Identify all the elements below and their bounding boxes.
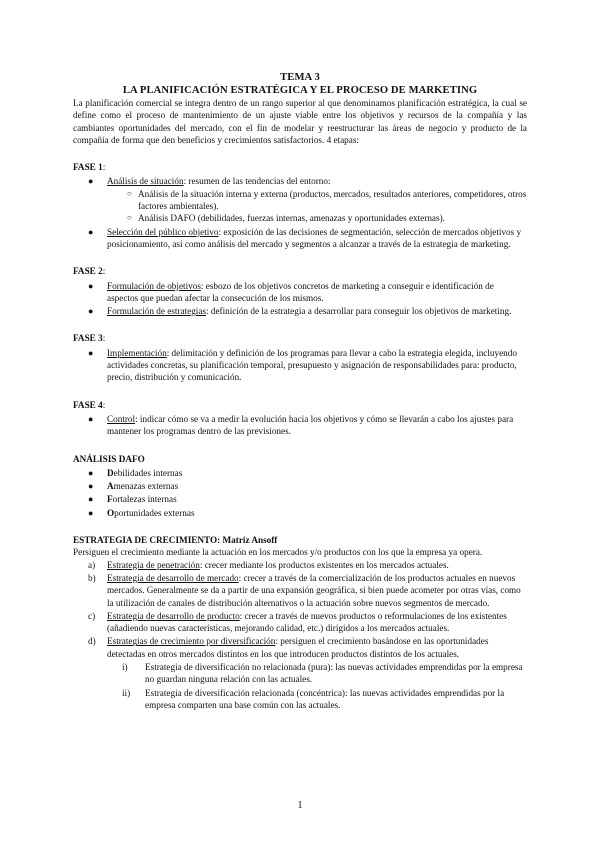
- dafo-rest: menazas externas: [113, 481, 179, 492]
- term: Selección del público objetivo: [107, 226, 219, 237]
- term: Estrategias de crecimiento por diversificación: [107, 636, 276, 647]
- dafo-initial: O: [107, 507, 115, 518]
- fase1-heading: [73, 161, 527, 173]
- item-text: : exposición de las decisiones de segmentación, selección de mercados objetivos y posicionamiento, así como análisis del mercado y segmentos a alcanzar a través de la estrategia de marketing.: [107, 226, 522, 249]
- sub-item-text: Análisis de la situación interna y externa (productos, mercados, resultados anteriores, competidores, otros factores ambientales).: [138, 188, 527, 212]
- bullet-icon: ●: [88, 507, 94, 518]
- list-marker: a): [88, 559, 96, 570]
- sub-list: [107, 188, 527, 225]
- list-marker: ii): [122, 687, 131, 698]
- term: Formulación de objetivos: [107, 280, 201, 291]
- list-item: [73, 413, 527, 438]
- term: Estrategia de penetración: [107, 559, 200, 570]
- list-item: [73, 280, 527, 305]
- diversificacion-sub-list: [107, 661, 527, 711]
- crecimiento-heading-text: ESTRATEGIA DE CRECIMIENTO: [73, 535, 218, 546]
- crecimiento-intro: Persiguen el crecimiento mediante la actuación en los mercados y/o productos con los que la empresa ya opera.: [73, 547, 483, 558]
- list-marker: i): [122, 661, 128, 672]
- item-text: : persiguen el crecimiento basándose en las oportunidades detectadas en otros mercados distintos en los que introducen productos distintos de los actuales.: [107, 636, 489, 659]
- item-text: : esbozo de los objetivos concretos de marketing a conseguir e identificación de aspectos que puedan afectar la consecución de los mismos.: [107, 280, 494, 303]
- dafo-initial: F: [107, 494, 113, 505]
- bullet-icon: ●: [88, 226, 94, 237]
- sub-item-text: Estrategia de diversificación no relacionada (pura): las nuevas actividades emprendidas por la empresa no guardan ninguna relación con las actuales.: [145, 661, 523, 685]
- list-item: [73, 467, 527, 479]
- dafo-rest: ortalezas internas: [112, 494, 177, 505]
- document-body: [73, 97, 527, 712]
- bullet-icon: ●: [88, 481, 94, 492]
- fase2-list: [73, 280, 527, 318]
- dafo-list: [73, 467, 527, 519]
- list-item: [73, 507, 527, 519]
- sub-item: [107, 212, 527, 224]
- fase3-heading: [73, 332, 527, 344]
- list-item: [73, 572, 527, 609]
- list-item: [73, 493, 527, 505]
- fase3-colon: :: [102, 333, 106, 344]
- fase1-list: [73, 175, 527, 250]
- term: Implementación: [107, 347, 167, 358]
- page-title: LA PLANIFICACIÓN ESTRATÉGICA Y EL PROCESO DE MARKETING: [122, 85, 478, 96]
- fase2-heading: [73, 265, 527, 277]
- bullet-icon: ●: [88, 280, 94, 291]
- crecimiento-list: [73, 559, 527, 712]
- topic-heading: TEMA 3: [280, 72, 320, 83]
- item-text: : delimitación y definición de los programas para llevar a cabo la estrategia elegida, incluyendo actividades concretas, su planificación temporal, presupuesto y asignación de responsabilidades para: producto, precio, distribución y comunicación.: [107, 347, 517, 383]
- bullet-icon: ●: [88, 306, 94, 317]
- sub-item: [107, 188, 527, 213]
- fase4-colon: :: [102, 399, 106, 410]
- term: Estrategia de desarrollo de mercado: [107, 572, 239, 583]
- dafo-heading: ANÁLISIS DAFO: [73, 453, 145, 464]
- crecimiento-heading: [73, 534, 527, 546]
- list-marker: c): [88, 610, 96, 621]
- list-item: [73, 480, 527, 492]
- fase3-label: FASE 3: [73, 333, 103, 344]
- sub-item-text: Estrategia de diversificación relacionada (concéntrica): las nuevas actividades emprendidas por la empresa comparten una base común con las actuales.: [145, 687, 505, 710]
- intro-paragraph: La planificación comercial se integra dentro de un rango superior al que denominamos planificación estratégica, la cual se define como el proceso de mantenimiento de un ajuste viable entre los objetivos y recursos de la compañía y las cambiantes oportunidades del mercado, con el fin de modelar y reestructurar las áreas de negocio y producto de la compañía de forma que den beneficios y crecimientos satisfactorios. 4 etapas:: [73, 98, 527, 145]
- page-number: 1: [297, 800, 303, 811]
- fase1-colon: :: [102, 162, 106, 173]
- fase4-label: FASE 4: [73, 399, 103, 410]
- list-item: [73, 610, 527, 635]
- sub-item: [73, 687, 527, 712]
- dafo-rest: portunidades externas: [114, 507, 195, 518]
- list-marker: b): [88, 572, 96, 583]
- term: Estrategia de desarrollo de producto: [107, 610, 240, 621]
- item-text: : resumen de las tendencias del entorno:: [183, 176, 331, 187]
- term: Formulación de estrategias: [107, 306, 206, 317]
- list-marker: d): [88, 636, 96, 647]
- fase2-label: FASE 2: [73, 266, 103, 277]
- fase4-list: [73, 413, 527, 438]
- crecimiento-heading-suffix: : Matriz Ansoff: [217, 535, 278, 546]
- list-item: [73, 175, 527, 224]
- dafo-initial: D: [107, 467, 114, 478]
- list-item: [73, 226, 527, 251]
- sub-item: [73, 661, 527, 686]
- fase4-heading: [73, 399, 527, 411]
- list-item: [73, 635, 527, 711]
- term: Control: [107, 413, 136, 424]
- bullet-icon: ●: [88, 176, 94, 187]
- item-text: : crecer a través de la comercialización de los productos actuales en nuevos mercados. Generalmente se da a partir de una expansión geográfica, si bien puede acometer por otras vías, como la utilización de canales de distribución alternativos o la actuación sobre nuevos segmentos de mercado.: [107, 572, 521, 608]
- circle-bullet-icon: ○: [127, 188, 132, 198]
- item-text: : definición de la estrategia a desarrollar para conseguir los objetivos de marketing.: [206, 306, 512, 317]
- fase2-colon: :: [102, 266, 106, 277]
- list-item: [73, 305, 527, 317]
- fase3-list: [73, 347, 527, 384]
- bullet-icon: ●: [88, 413, 94, 424]
- list-item: [73, 559, 527, 571]
- bullet-icon: ●: [88, 347, 94, 358]
- circle-bullet-icon: ○: [127, 213, 132, 223]
- dafo-initial: A: [107, 481, 114, 492]
- term: Análisis de situación: [107, 176, 184, 187]
- bullet-icon: ●: [88, 467, 94, 478]
- dafo-rest: ebilidades internas: [113, 467, 183, 478]
- list-item: [73, 347, 527, 384]
- fase1-label: FASE 1: [73, 162, 103, 173]
- item-text: : crecer mediante los productos existentes en los mercados actuales.: [199, 559, 449, 570]
- item-text: : indicar cómo se va a medir la evolución hacia los objetivos y cómo se llevarán a cabo los ajustes para mantener los programas dentro de las previsiones.: [107, 413, 514, 437]
- sub-item-text: Análisis DAFO (debilidades, fuerzas internas, amenazas y oportunidades externas).: [138, 213, 445, 224]
- bullet-icon: ●: [88, 494, 94, 505]
- item-text: : crecer a través de nuevos productos o reformulaciones de los existentes (añadiendo nuevas características, mejorando calidad, etc.) dirigidos a los mercados actuales.: [107, 610, 507, 634]
